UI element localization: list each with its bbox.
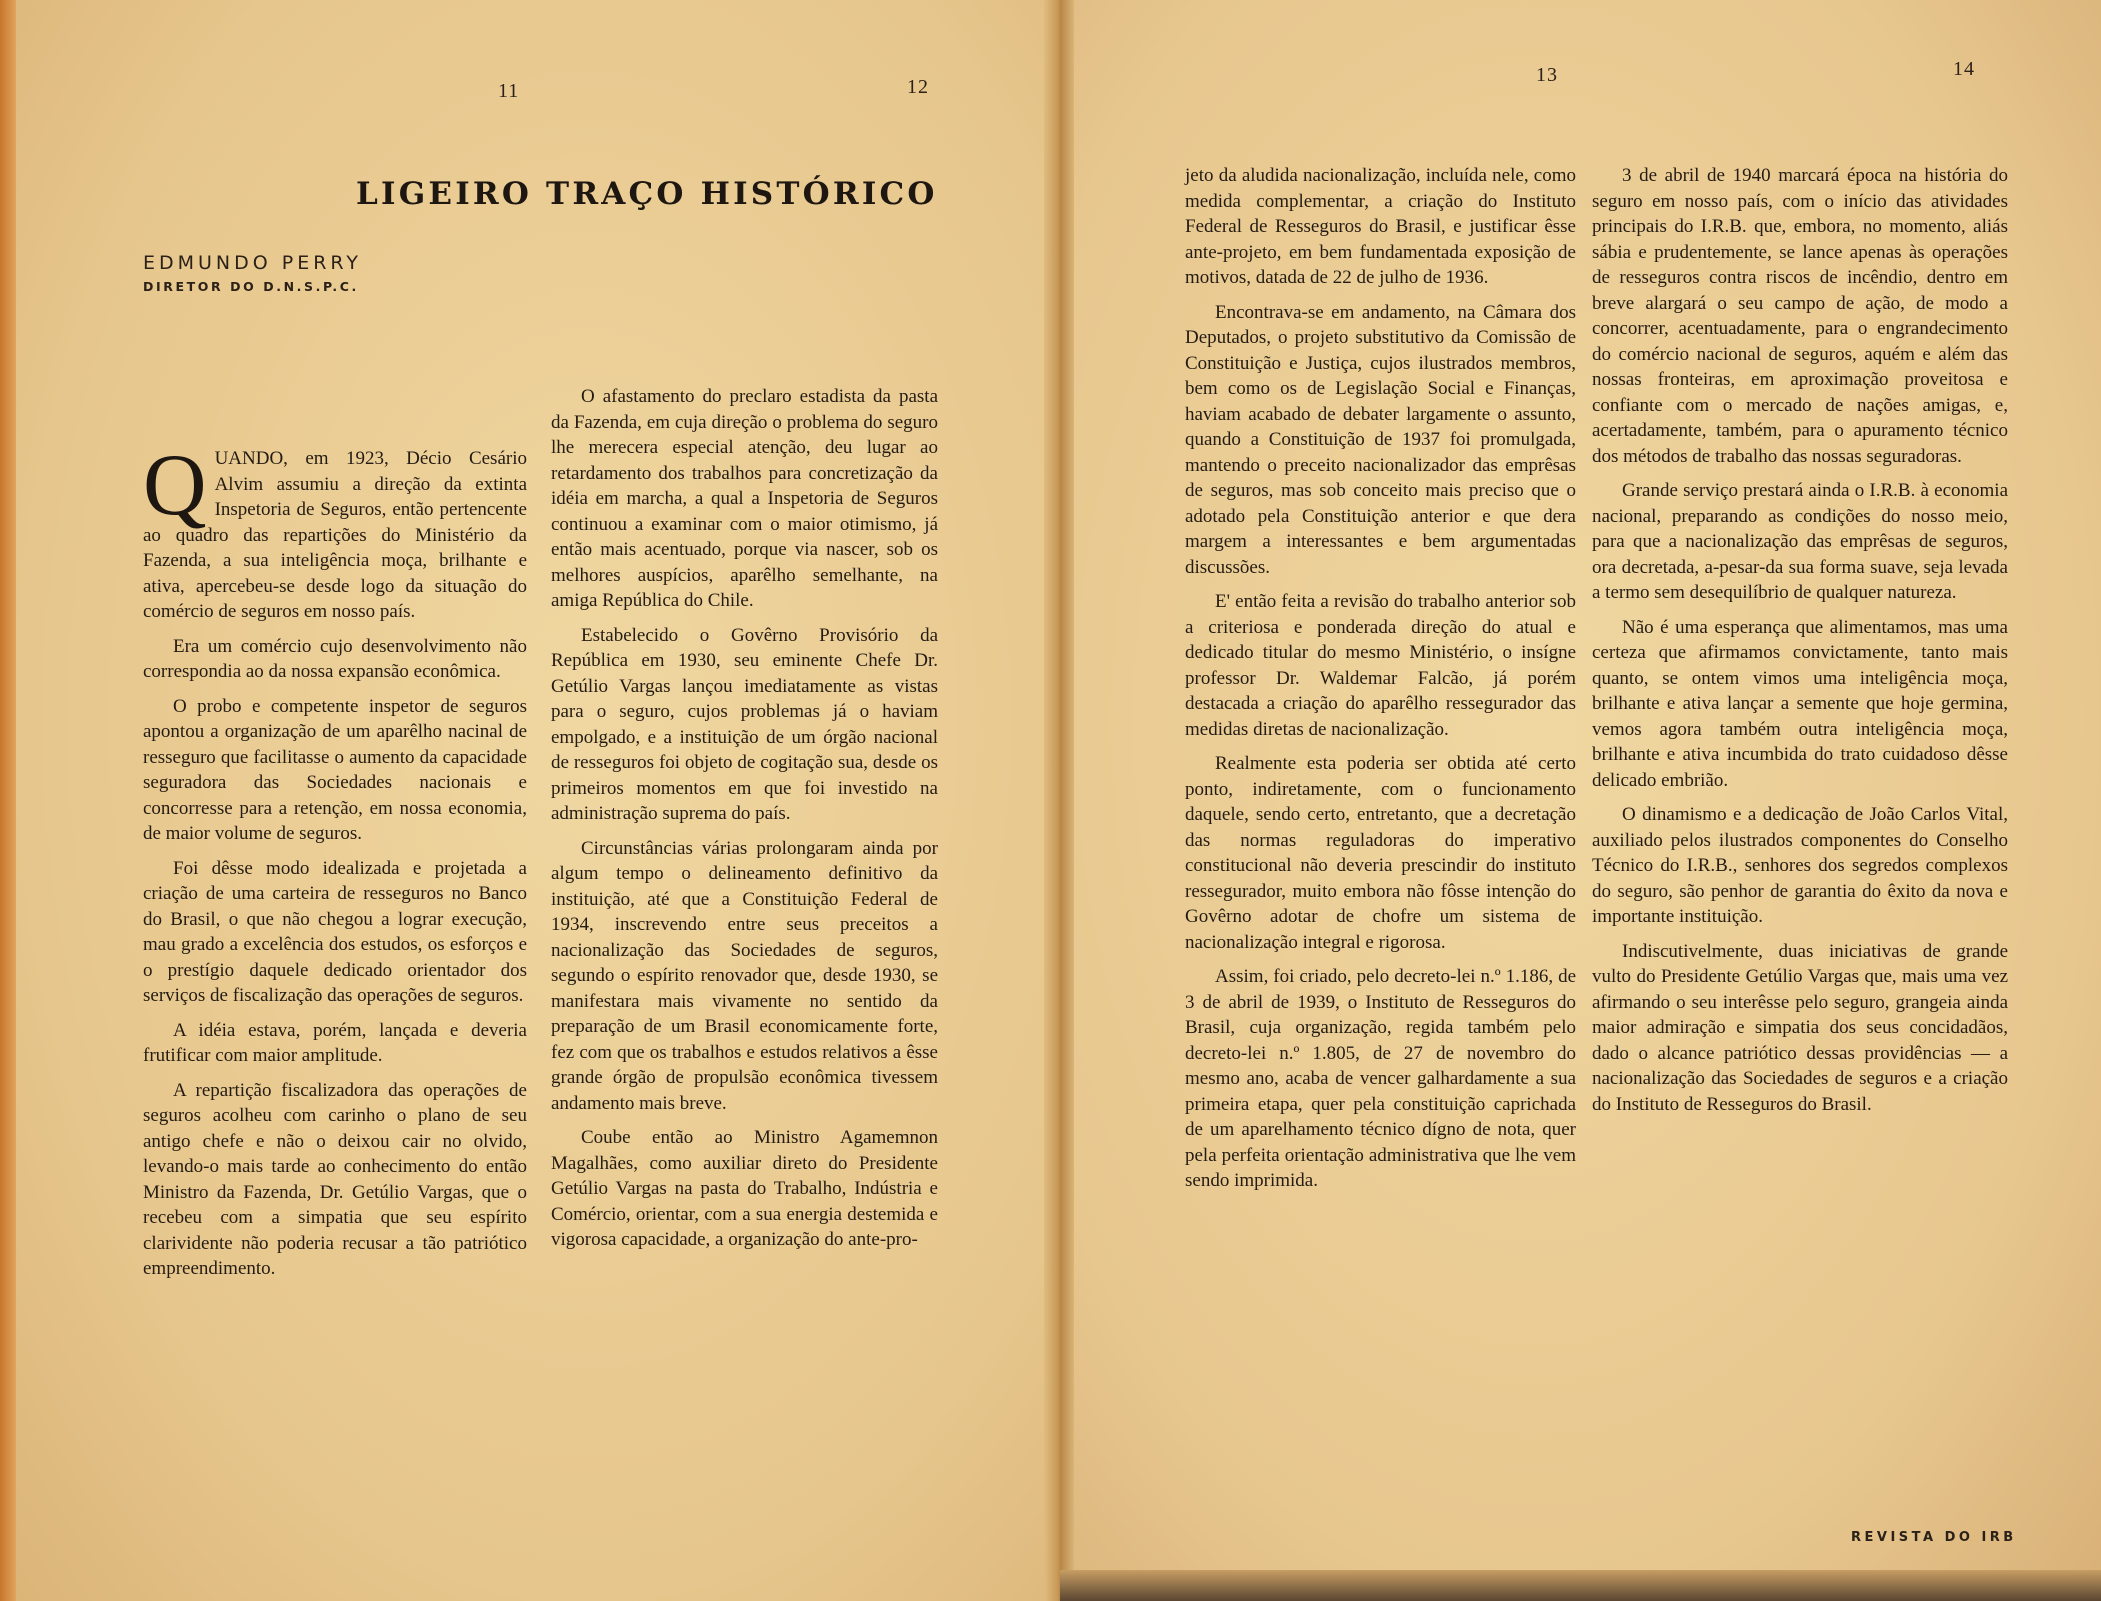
- opening-paragraph: [143, 437, 527, 625]
- page-number-12: 12: [907, 76, 929, 98]
- paragraph: O afastamento do preclaro estadista da pasta da Fazenda, em cuja direção o problema do seguro lhe merecera especial atenção, deu lugar ao retardamento dos trabalhos para concretização da idéia em marcha, a qual a Inspetoria de Seguros continuou a examinar com o maior otimismo, já então mais acentuado, porque via nascer, sob os melhores auspícios, aparêlho semelhante, na amiga República do Chile.: [551, 386, 938, 611]
- paragraph: O probo e competente inspetor de seguros apontou a organização de um aparêlho nacinal de resseguro que facilitasse o aumento da capacidade seguradora das Sociedades nacionais e concorresse para a retenção, em nossa economia, de maior volume de seguros.: [143, 695, 527, 844]
- book-gutter: [1044, 0, 1074, 1601]
- paragraph: A idéia estava, porém, lançada e deveria frutificar com maior amplitude.: [143, 1019, 527, 1066]
- paragraph: A repartição fiscalizadora das operações de seguros acolheu com carinho o plano de seu antigo chefe e não o deixou cair no olvido, levando-o mais tarde ao conhecimento do então Ministro da Fazenda, Dr. Getúlio Vargas, que o recebeu com a simpatia que seu espírito clarividente não poderia recusar a tão patriótico empreendimento.: [143, 1079, 527, 1279]
- opening-text: UANDO, em 1923, Décio Cesário Alvim assumiu a direção da extinta Inspetoria de Seguros, então pertencente ao quadro das repartições do Ministério da Fazenda, a sua inteligência moça, brilhante e ativa, apercebeu-se desde logo da situação do comércio de seguros em nosso país.: [143, 448, 527, 622]
- paragraph: Grande serviço prestará ainda o I.R.B. à economia nacional, preparando as condições do nosso meio, para que a nacionalização das emprêsas de seguros, ora decretada, a-pesar-da sua forma suave, seja levada a termo sem desequilíbrio de qualquer natureza.: [1592, 480, 2008, 603]
- page-edge: [0, 0, 16, 1601]
- author-role: DIRETOR DO D.N.S.P.C.: [143, 279, 359, 294]
- paragraph: Assim, foi criado, pelo decreto-lei n.º 1.186, de 3 de abril de 1939, o Instituto de Resseguros do Brasil, cuja organização, regida também pelo decreto-lei n.º 1.805, de 27 de novembro do mesmo ano, acaba de vencer galhardamente a sua primeira etapa, quer pela constituição caprichada de um aparelhamento técnico dígno de nota, quer pela perfeita orientação administrativa que lhe vem sendo imprimida.: [1185, 966, 1576, 1191]
- bottom-shadow: [1060, 1570, 2101, 1601]
- page-number-13: 13: [1536, 64, 1558, 86]
- paragraph: Não é uma esperança que alimentamos, mas uma certeza que afirmamos convictamente, tanto mais quanto, se ontem vimos uma inteligência moça, brilhante e ativa lançar a semente que hoje germina, vemos agora também outra inteligência moça, brilhante e ativa incumbida do trato cuidadoso dêsse delicado embrião.: [1592, 616, 2008, 791]
- text-column-2: [551, 384, 938, 1262]
- text-column-4: [1592, 163, 2008, 1126]
- paragraph: E' então feita a revisão do trabalho anterior sob a criteriosa e ponderada direção do atual e dedicado titular do mesmo Ministério, o insígne professor Dr. Waldemar Falcão, já porém destacada a criação do aparêlho ressegurador das medidas diretas de nacionalização.: [1185, 591, 1576, 740]
- paragraph: Foi dêsse modo idealizada e projetada a criação de uma carteira de resseguros no Banco do Brasil, o que não chegou a lograr execução, mau grado a excelência dos estudos, os esforços e o prestígio daquele dedicado orientador dos serviços de fiscalização das operações de seguros.: [143, 857, 527, 1006]
- paragraph: O dinamismo e a dedicação de João Carlos Vital, auxiliado pelos ilustrados componentes do Conselho Técnico do I.R.B., senhores dos segredos complexos do seguro, são penhor de garantia do êxito da nova e importante instituição.: [1592, 804, 2008, 927]
- paragraph: Circunstâncias várias prolongaram ainda por algum tempo o delineamento definitivo da instituição, até que a Constituição Federal de 1934, inscrevendo entre seus preceitos a nacionalização das Sociedades de seguros, segundo o espírito renovador que, desde 1930, se manifestara mais vivamente no sentido da preparação de um Brasil economicamente forte, fez com que os trabalhos e estudos relativos a êsse grande órgão de propulsão econômica tivessem andamento mais breve.: [551, 837, 938, 1114]
- drop-cap: Q: [143, 437, 207, 534]
- paragraph: Coube então ao Ministro Agamemnon Magalhães, como auxiliar direto do Presidente Getúlio Vargas na pasta do Trabalho, Indústria e Comércio, orientar, com a sua energia destemida e vigorosa capacidade, a organização do ante-pro-: [551, 1127, 938, 1250]
- article-title: LIGEIRO TRAÇO HISTÓRICO: [356, 176, 938, 212]
- author-name: EDMUNDO PERRY: [143, 252, 363, 274]
- paragraph: Estabelecido o Govêrno Provisório da República em 1930, seu eminente Chefe Dr. Getúlio Vargas lançou imediatamente as vistas para o seguro, cujos problemas já o haviam empolgado, e a instituição de um órgão nacional de resseguros foi objeto de cogitação sua, desde os primeiros momentos em que foi investido na administração suprema do país.: [551, 624, 938, 824]
- page-number-11: 11: [498, 80, 520, 102]
- page-number-14: 14: [1953, 58, 1975, 80]
- text-column-1: [143, 437, 527, 1291]
- continued-paragraph: jeto da aludida nacionalização, incluída nele, como medida complementar, a criação do Instituto Federal de Resseguros do Brasil, e justificar êsse ante-projeto, em bem fundamentada exposição de motivos, datada de 22 de julho de 1936.: [1185, 165, 1576, 288]
- paragraph: Era um comércio cujo desenvolvimento não correspondia ao da nossa expansão econômica.: [143, 635, 527, 682]
- journal-footer: REVISTA DO IRB: [1851, 1530, 2017, 1545]
- paragraph: Indiscutivelmente, duas iniciativas de grande vulto do Presidente Getúlio Vargas que, mais uma vez afirmando o seu interêsse pelo seguro, grangeia ainda maior admiração e simpatia dos seus concidadãos, dado o alcance patriótico dessas providências — a nacionalização das Sociedades de seguros e a criação do Instituto de Resseguros do Brasil.: [1592, 940, 2008, 1115]
- text-column-3: [1185, 163, 1576, 1203]
- paragraph: Encontrava-se em andamento, na Câmara dos Deputados, o projeto substitutivo da Comissão de Constituição e Justiça, cujos ilustrados membros, bem como os de Legislação Social e Finanças, haviam acabado de debater largamente o assunto, quando a Constituição de 1937 foi promulgada, mantendo o preceito nacionalizador das emprêsas de seguros, mas sob conceito mais preciso que o adotado pela Constituição anterior e que dera margem a interessantes e bem argumentadas discussões.: [1185, 301, 1576, 578]
- paragraph: 3 de abril de 1940 marcará época na história do seguro em nosso país, com o início das atividades principais do I.R.B. que, embora, no momento, aliás sábia e prudentemente, se lance apenas às operações de resseguros contra riscos de incêndio, dentro em breve alargará o seu campo de ação, de modo a concorrer, acentuadamente, para o engrandecimento do comércio nacional de seguros, aquém e além das nossas fronteiras, em aproximação proveitosa e confiante com o mercado de nações amigas, e, acertadamente, também, para o apuramento técnico dos métodos de trabalho das nossas seguradoras.: [1592, 165, 2008, 467]
- paragraph: Realmente esta poderia ser obtida até certo ponto, indiretamente, com o funcionamento daquele, sendo certo, entretanto, que a decretação das normas reguladoras do imperativo constitucional não deveria prescindir do instituto ressegurador, muito embora não fôsse intenção do Govêrno adotar de chofre um sistema de nacionalização integral e rigorosa.: [1185, 753, 1576, 953]
